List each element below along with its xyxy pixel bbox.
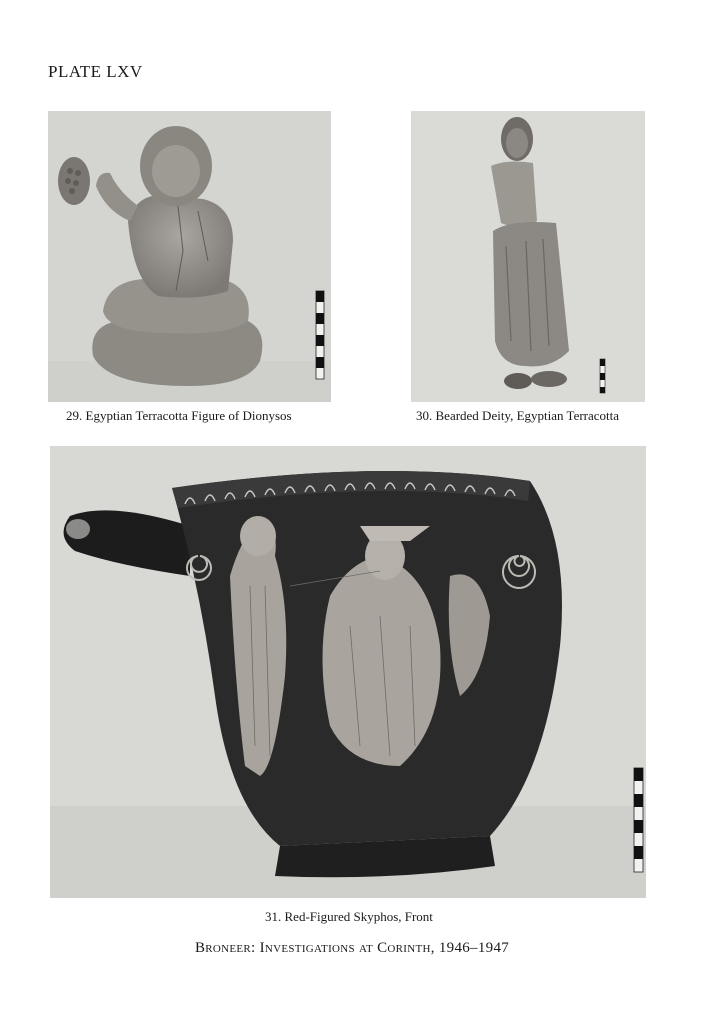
figure-29-number: 29. <box>66 408 83 423</box>
figure-29-caption <box>66 408 292 424</box>
footer-author: Broneer <box>194 940 252 956</box>
figure-30-photo <box>411 111 645 402</box>
footer-separator: : <box>251 940 260 956</box>
plate-title: PLATE LXV <box>48 62 143 81</box>
figure-31-caption <box>265 909 433 925</box>
figure-31-number: 31. <box>265 909 282 924</box>
footer-title: Investigations at Corinth <box>259 940 431 956</box>
figure-29-caption-text: Egyptian Terracotta Figure of Dionysos <box>85 408 292 423</box>
figure-31-caption-text: Red-Figured Skyphos, Front <box>284 909 433 924</box>
figure-30-caption <box>416 408 619 424</box>
figure-29-photo <box>48 111 331 402</box>
figure-31-photo <box>50 446 646 898</box>
page-footer <box>0 940 704 957</box>
figure-30-number: 30. <box>416 408 433 423</box>
footer-years: , 1946–1947 <box>430 940 510 956</box>
figure-30-caption-text: Bearded Deity, Egyptian Terracotta <box>435 408 620 423</box>
